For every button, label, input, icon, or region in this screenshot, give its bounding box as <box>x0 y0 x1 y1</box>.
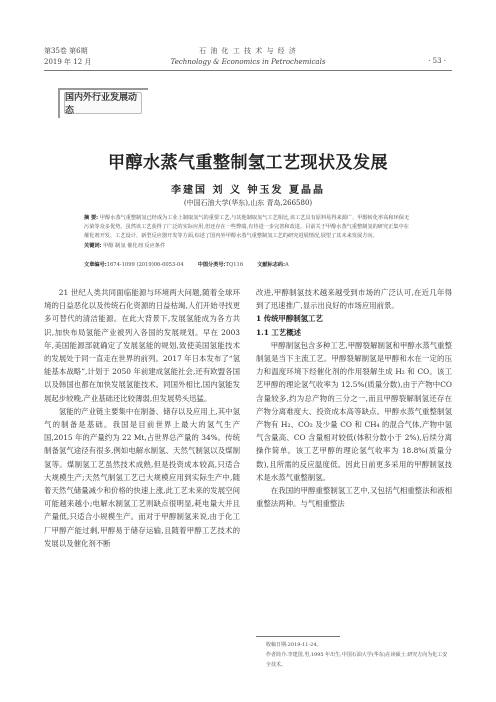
keywords-label: 关键词: <box>84 242 102 249</box>
journal-name-cn: 石 油 化 工 技 术 与 经 济 <box>199 47 297 55</box>
journal-name-en: Technology & Economics in Petrochemicals <box>170 58 326 66</box>
header-journal-block <box>148 46 348 68</box>
article-meta-line <box>84 261 414 268</box>
header-volume-block <box>44 46 91 68</box>
body-paragraph: 在我国的甲醇重整制氢工艺中,又包括气相重整法和液相重整法两种。与气相重整法 <box>256 486 452 509</box>
abstract-text: 甲醇水蒸气重整制氢已经成为工业上制取氢气的重要工艺,与其他制取氢气工艺相比,该工艺具有原料易得来源广、甲醇转化率高和环保无污染等众多优势。虽然该工艺获得了广泛的实际应用,但还存在一些弊端,有待进一步完善和改进。目前关于甲醇水蒸气重整制氢的研究正集中在催化剂开发、工艺设计、新型反应器开发等方面,综述了国内外甲醇水蒸气重整制氢工艺的研究进展情况,展望了其未来发展方向。 <box>84 215 410 240</box>
body-left-column <box>44 286 240 550</box>
abstract-block <box>84 214 414 251</box>
article-number: 文章编号:1674-1099 (2019)06-0053-04 <box>84 262 184 268</box>
body-paragraph: 21 世纪人类共同面临能源与环境两大问题,随着全球环境的日益恶化以及传统石化资源的日益枯竭,人们开始寻找更多可替代的清洁能源。在此大背景下,发展氢能成为各方共识,加快布局氢能产业被列入各国的发展规划。早在 2003 年,美国能源部就确定了发展氢能的规划,致使美国氢能技术的发展处于同一直走在世界的前列。2017 年日本发布了“氢能基本战略”,计划于 2050 年前建成氢能社会,还有欧盟各国以及韩国也都在加快发展氢能技术。同国外相比,国内氢能发展起步较晚,产业基础还比较薄弱,但发展势头迅猛。 <box>44 288 240 403</box>
footnote-bio: 作者简介:李建国,男,1995 年出生,中国石油大学(华东)在读硕士,研究方向为化工安全技术。 <box>266 652 448 668</box>
article-title: 甲醇水蒸气重整制氢工艺现状及发展 <box>108 153 388 173</box>
article-affiliation: (中国石油大学(华东),山东 青岛,266580) <box>183 199 313 207</box>
footnote-received: 收稿日期:2019-11-24。 <box>266 642 322 648</box>
section-label: 国内外行业发展动态 <box>64 92 142 114</box>
header-date: 2019 年 12 月 <box>44 58 92 66</box>
footnote-rule <box>256 636 340 637</box>
page-number: · 53 · <box>428 57 446 65</box>
footnote-block <box>266 640 450 670</box>
article-authors: 李建国 刘 义 钟玉发 夏晶晶 <box>171 185 325 196</box>
subsection-heading: 1.1 工艺概述 <box>256 327 301 337</box>
header-volume: 第35卷 第6期 <box>44 47 88 55</box>
body-right-column <box>256 286 452 510</box>
header-rule <box>44 70 452 71</box>
section-heading: 1 传统甲醇制氢工艺 <box>256 314 323 324</box>
keywords-text: 甲醇 制氢 催化剂 反应条件 <box>103 242 166 249</box>
body-paragraph: 改进,甲醇制氢技术越来越受到市场的广泛认可,在近几年得到了迅速推广,显示出良好的市场应用前景。 <box>256 288 452 311</box>
abstract-label: 摘 要: <box>84 215 99 221</box>
document-code: 文献标志码:A <box>257 262 289 268</box>
clc-number: 中图分类号:TQ116 <box>197 262 244 268</box>
body-paragraph: 甲醇制氢包含多种工艺,甲醇裂解制氢和甲醇水蒸气重整制氢是当下主流工艺。甲醇裂解制氢是甲醇和水在一定的压力和温度环境下经催化剂的作用裂解生成 H₂ 和 CO。该工艺甲醇的理论氢气收率为 12.5%(质量分数),由于产物中CO 含量较多,约为总产物的三分之一,而且甲醇裂解制氢还存在产物分离难度大、投资成本高等缺点。甲醇水蒸气重整制氢产物有 H₂、CO₂ 及少量 CO 和 CH₄ 的混合气体,产物中氢气含量高、CO 含量相对较低(体积分数小于 2%),后续分离操作简单。该工艺甲醇的理论氢气收率为 18.8%(质量分数),且所需的反应温度低。因此日前更多采用的甲醇制氢技术是水蒸气重整制氢。 <box>256 340 452 482</box>
body-paragraph: 氢能的产业链主要集中在制备、储存以及应用上,其中氢气的制备是基础。我国是目前世界上最大的氢气生产国,2015 年的产量约为 22 Mt,占世界总产量的 34%。传统制备氢气途径有很多,例如电解水制氢、天然气制氢以及煤制氢等。煤制氢工艺虽然技术成熟,但是投资成本较高,只适合大规模生产;天然气制氢工艺已大规模应用到实际生产中,随着天然气储量减少和价格的快速上涨,此工艺未来的发展空间可能越来越小;电解水制氢工艺则缺点很明显,耗电量大并且产量低,只适合小规模生产。而对于甲醇制氢来说,由于化工厂甲醇产能过剩,甲醇易于储存运输,且随着甲醇工艺技术的发展以及催化剂不断 <box>44 406 240 548</box>
